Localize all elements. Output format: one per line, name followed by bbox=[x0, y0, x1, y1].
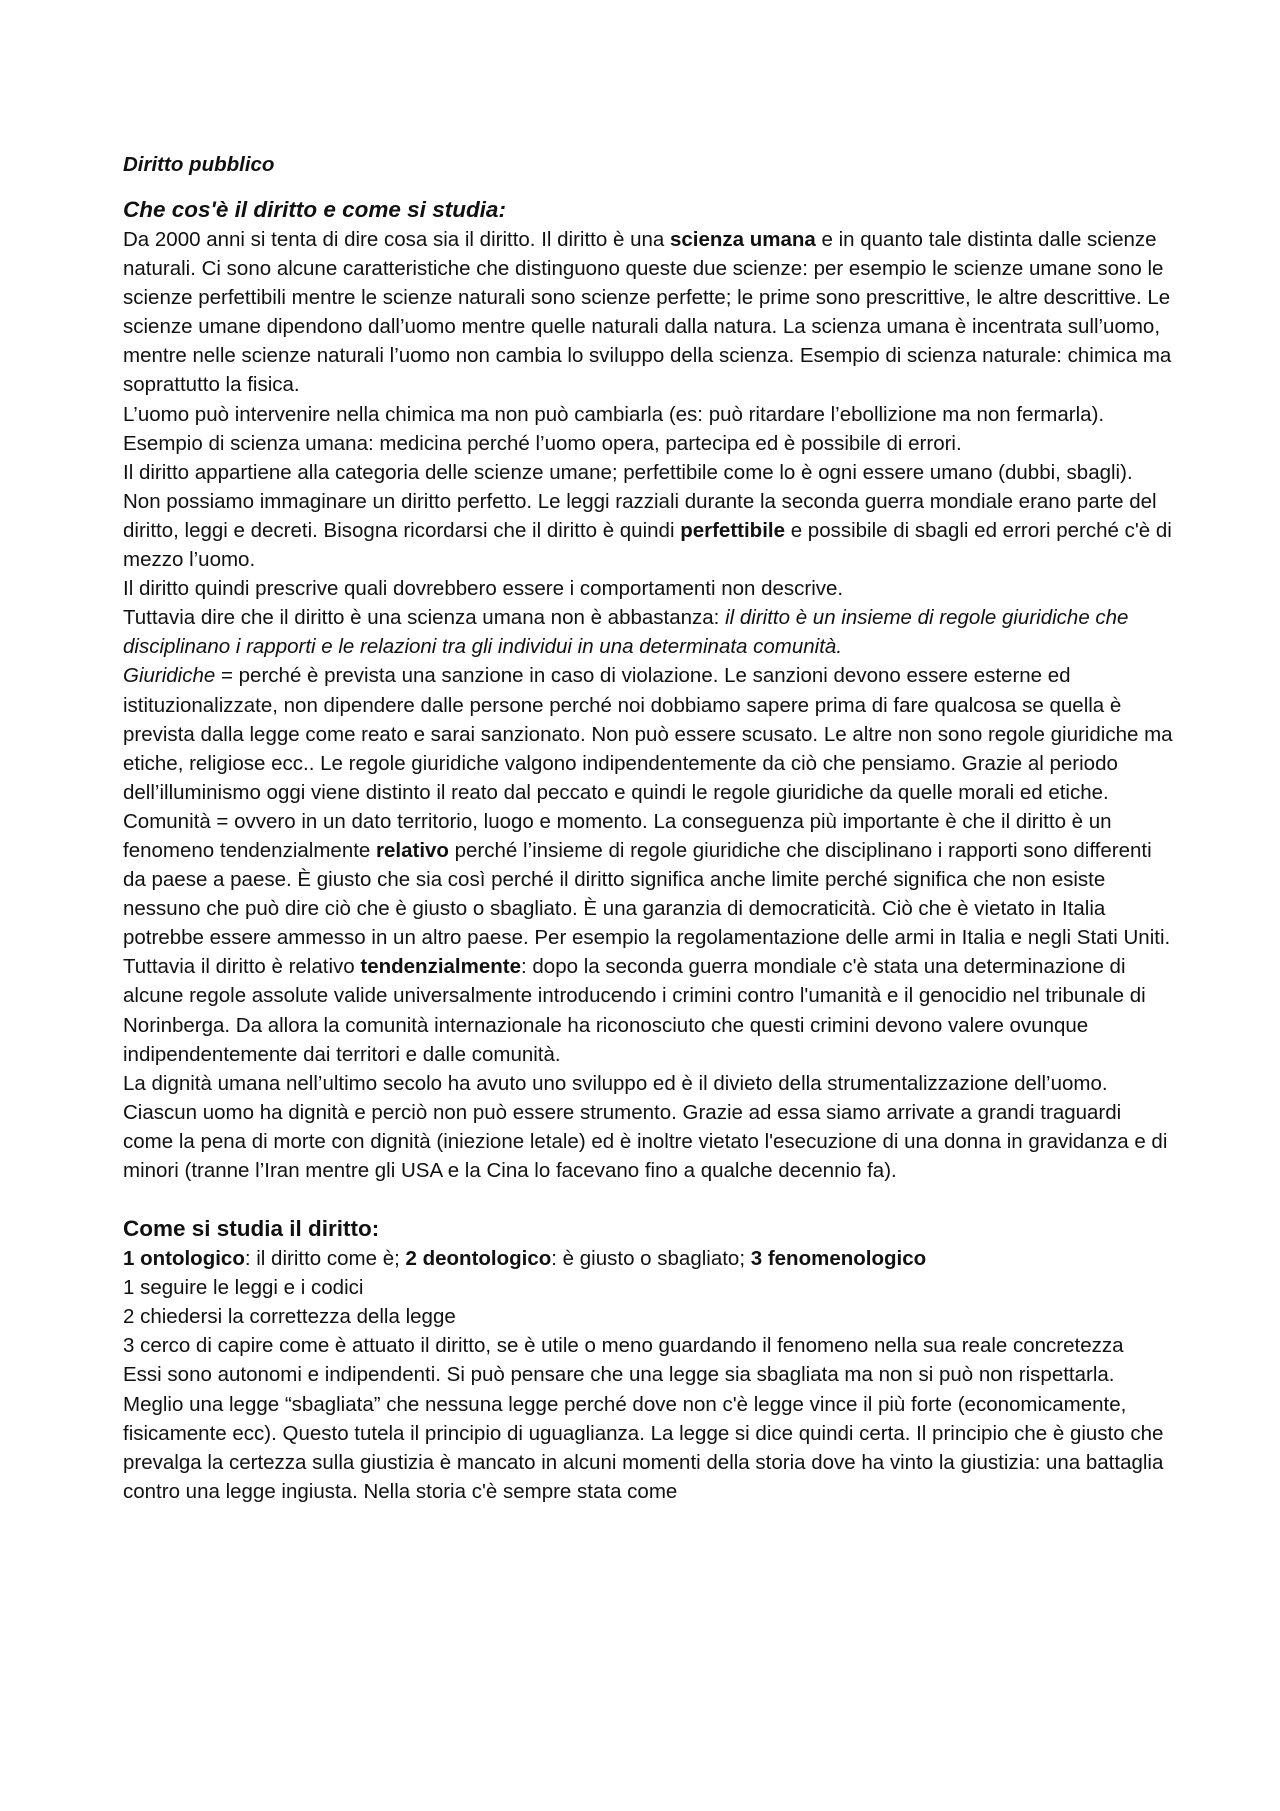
paragraph bbox=[123, 1069, 1173, 1185]
document-page bbox=[123, 150, 1173, 1506]
italic-text: Giuridiche bbox=[123, 664, 216, 688]
text-run: 3 cerco di capire come è attuato il diritto, se è utile o meno guardando il fenomeno nella sua reale concretezza bbox=[123, 1334, 1124, 1358]
text-run: Tuttavia dire che il diritto è una scienza umana non è abbastanza: bbox=[123, 606, 726, 630]
paragraph bbox=[123, 1273, 1173, 1302]
text-run: La dignità umana nell’ultimo secolo ha avuto uno sviluppo ed è il divieto della strumentalizzazione dell’uomo. Ciascun uomo ha dignità e perciò non può essere strumento. Grazie ad essa siamo arrivate a grandi traguardi come la pena di morte con dignità (iniezione letale) ed è inoltre vietato l'esecuzione di una donna in gravidanza e di minori (tranne l’Iran mentre gli USA e la Cina lo facevano fino a qualche decennio fa). bbox=[123, 1071, 1168, 1182]
text-run: Da 2000 anni si tenta di dire cosa sia il diritto. Il diritto è una bbox=[123, 228, 670, 251]
document-title: Diritto pubblico bbox=[123, 153, 275, 176]
text-run: Comunità = ovvero in un dato territorio, luogo e momento. La conseguenza più importante è che il diritto è un fenomeno tendenzialmente bbox=[123, 809, 1112, 862]
bold-text: 3 fenomenologico bbox=[750, 1247, 927, 1271]
paragraph bbox=[123, 225, 1173, 400]
paragraph bbox=[123, 458, 1173, 574]
bold-text: perfettibile bbox=[680, 518, 785, 542]
paragraph bbox=[123, 1360, 1173, 1505]
text-run: 2 chiedersi la correttezza della legge bbox=[123, 1305, 456, 1329]
text-run: : dopo la seconda guerra mondiale c'è stata una determinazione di alcune regole assolute valide universalmente introducendo i crimini contro l'umanità e il genocidio nel tribunale di Norinberga. Da allora la comunità internazionale ha riconosciuto che questi crimini devono valere ovunque indipendentemente dai territori e dalle comunità. bbox=[123, 955, 1146, 1066]
paragraph bbox=[123, 1331, 1173, 1360]
section-heading-what-is-law: Che cos'è il diritto e come si studia: bbox=[123, 197, 506, 222]
text-run: perché l’insieme di regole giuridiche che disciplinano i rapporti sono differenti da paese a paese. È giusto che sia così perché il diritto significa anche limite perché significa che non esiste nessuno che può dire ciò che è giusto o sbagliato. È una garanzia di democraticità. Ciò che è vietato in Italia potrebbe essere ammesso in un altro paese. Per esempio la regolamentazione delle armi in Italia e negli Stati Uniti. Tuttavia il diritto è relativo bbox=[123, 838, 1171, 979]
bold-text: scienza umana bbox=[669, 228, 816, 251]
paragraph bbox=[123, 1244, 1173, 1273]
paragraph bbox=[123, 661, 1173, 806]
paragraph bbox=[123, 603, 1173, 661]
section-body-how-to-study bbox=[123, 1244, 1173, 1506]
text-run: e possibile di sbagli ed errori perché c'è di mezzo l’uomo. bbox=[123, 518, 1172, 572]
text-run: Essi sono autonomi e indipendenti. Si può pensare che una legge sia sbagliata ma non si può non rispettarla. Meglio una legge “sbagliata” che nessuna legge perché dove non c'è legge vince il più forte (economicamente, fisicamente ecc). Questo tutela il principio di uguaglianza. La legge si dice quindi certa. Il principio che è giusto che prevalga la certezza sulla giustizia è mancato in alcuni momenti della storia dove ha vinto la giustizia: una battaglia contro una legge ingiusta. Nella storia c'è sempre stata come bbox=[123, 1363, 1164, 1503]
paragraph bbox=[123, 429, 1173, 458]
text-run: L’uomo può intervenire nella chimica ma non può cambiarla (es: può ritardare l’ebollizione ma non fermarla). bbox=[123, 402, 1105, 426]
text-run: e in quanto tale distinta dalle scienze naturali. Ci sono alcune caratteristiche che distinguono queste due scienze: per esempio le scienze umane sono le scienze perfettibili mentre le scienze naturali sono scienze perfette; le prime sono prescrittive, le altre descrittive. Le scienze umane dipendono dall’uomo mentre quelle naturali dalla natura. La scienza umana è incentrata sull’uomo, mentre nelle scienze naturali l’uomo non cambia lo sviluppo della scienza. Esempio di scienza naturale: chimica ma soprattutto la fisica. bbox=[123, 228, 1172, 397]
paragraph bbox=[123, 574, 1173, 603]
bold-text: 2 deontologico bbox=[405, 1247, 552, 1271]
text-run: : è giusto o sbagliato; bbox=[551, 1247, 751, 1271]
section-heading-how-to-study: Come si studia il diritto: bbox=[123, 1216, 380, 1242]
text-run: Il diritto appartiene alla categoria delle scienze umane; perfettibile come lo è ogni essere umano (dubbi, sbagli). Non possiamo immaginare un diritto perfetto. Le leggi razziali durante la seconda guerra mondiale erano parte del diritto, leggi e decreti. Bisogna ricordarsi che il diritto è quindi bbox=[123, 460, 1157, 542]
text-run: 1 seguire le leggi e i codici bbox=[123, 1276, 364, 1300]
paragraph bbox=[123, 807, 1173, 1069]
paragraph bbox=[123, 400, 1173, 429]
section-body-what-is-law bbox=[123, 225, 1173, 1185]
text-run: Il diritto quindi prescrive quali dovrebbero essere i comportamenti non descrive. bbox=[123, 577, 844, 601]
paragraph bbox=[123, 1302, 1173, 1331]
text-run: Esempio di scienza umana: medicina perché l’uomo opera, partecipa ed è possibile di errori. bbox=[123, 431, 962, 455]
section-spacer bbox=[123, 1185, 1173, 1214]
bold-text: 1 ontologico bbox=[123, 1247, 245, 1271]
bold-text: relativo bbox=[376, 838, 449, 862]
italic-text: il diritto è un insieme di regole giuridiche che disciplinano i rapporti e le relazioni tra gli individui in una determinata comunità. bbox=[123, 606, 1129, 659]
text-run: : il diritto come è; bbox=[244, 1247, 406, 1271]
bold-text: tendenzialmente bbox=[360, 955, 521, 979]
text-run: = perché è prevista una sanzione in caso di violazione. Le sanzioni devono essere esterne ed istituzionalizzate, non dipendere dalle persone perché noi dobbiamo sapere prima di fare qualcosa se quella è prevista dalla legge come reato e sarai sanzionato. Non può essere scusato. Le altre non sono regole giuridiche ma etiche, religiose ecc.. Le regole giuridiche valgono indipendentemente da ciò che pensiamo. Grazie al periodo dell’illuminismo oggi viene distinto il reato dal peccato e quindi le regole giuridiche da quelle morali ed etiche. bbox=[123, 664, 1173, 804]
